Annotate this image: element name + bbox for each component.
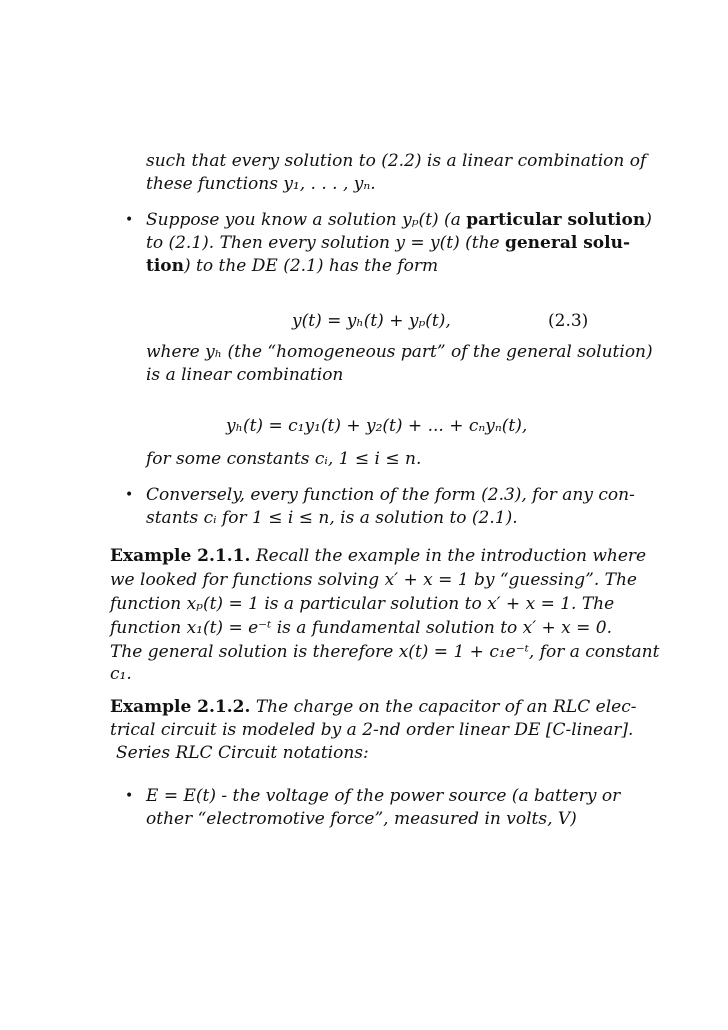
text-line: function xₚ(t) = 1 is a particular solution to x′ + x = 1. The — [110, 594, 615, 614]
bullet-icon: • — [125, 788, 134, 804]
math-inline: cᵢ — [203, 508, 217, 528]
text-run: Suppose you know a solution — [146, 210, 403, 230]
text-line: trical circuit is modeled by a 2-nd order linear DE [C-linear]. — [110, 720, 634, 740]
bullet-icon: • — [125, 487, 134, 503]
text-line: Conversely, every function of the form (2.3), for any con- — [146, 485, 635, 505]
text-run: for some constants — [146, 449, 315, 469]
example-label: Example 2.1.1. — [110, 546, 251, 566]
text-line: is a linear combination — [146, 365, 344, 385]
math-inline: y = y(t) — [395, 233, 460, 253]
bullet-icon: • — [125, 212, 134, 228]
text-run: (the “homogeneous part” of the general solution) — [222, 342, 653, 362]
text-line: we looked for functions solving x′ + x = 1 by “guessing”. The — [110, 570, 637, 590]
text-line: other “electromotive force”, measured in volts, V) — [146, 809, 577, 829]
text-run: , is a solution to (2.1). — [329, 508, 518, 528]
text-line: Series RLC Circuit notations: — [116, 743, 369, 763]
text-run: ) — [645, 210, 652, 230]
bold-term: tion — [146, 256, 185, 276]
text-line: The general solution is therefore x(t) = 1 + c₁e⁻ᵗ, for a constant — [110, 642, 660, 662]
text-run: Recall the example in the introduction where — [255, 546, 647, 566]
text-run: (a — [438, 210, 467, 230]
text-line: such that every solution to (2.2) is a linear combination of — [146, 151, 647, 171]
bold-term: general solu- — [504, 233, 630, 253]
equation-number: (2.3) — [548, 311, 589, 331]
bold-term: particular solution — [466, 210, 646, 230]
text-line — [146, 209, 652, 231]
math-inline: y₁, . . . , yₙ. — [283, 174, 376, 194]
math-inline: yₚ(t) — [402, 210, 439, 230]
display-equation: yₕ(t) = c₁y₁(t) + y₂(t) + ... + cₙyₙ(t), — [226, 416, 528, 436]
text-line — [146, 232, 630, 254]
text-run: where — [146, 342, 206, 362]
text-line — [146, 448, 421, 470]
text-line — [146, 341, 653, 363]
text-line — [146, 255, 438, 277]
text-line — [110, 696, 636, 718]
text-line: E = E(t) - the voltage of the power source (a battery or — [146, 786, 621, 806]
display-equation: y(t) = yₕ(t) + yₚ(t), — [292, 311, 451, 331]
text-run: ) to the DE (2.1) has the form — [184, 256, 439, 276]
math-inline: cᵢ, 1 ≤ i ≤ n. — [314, 449, 422, 469]
text-line — [110, 545, 646, 567]
text-run: The charge on the capacitor of an RLC elec- — [255, 697, 637, 717]
text-line: function x₁(t) = e⁻ᵗ is a fundamental solution to x′ + x = 0. — [110, 618, 613, 638]
text-run: for — [216, 508, 253, 528]
example-label: Example 2.1.2. — [110, 697, 251, 717]
text-line — [146, 173, 376, 195]
text-run: to (2.1). Then every solution — [146, 233, 396, 253]
text-run: stants — [146, 508, 204, 528]
text-run: (the — [459, 233, 505, 253]
text-line — [146, 507, 518, 529]
text-line: c₁. — [110, 664, 132, 684]
math-inline: 1 ≤ i ≤ n — [252, 508, 330, 528]
text-run: these functions — [146, 174, 284, 194]
math-inline: yₕ — [205, 342, 223, 362]
